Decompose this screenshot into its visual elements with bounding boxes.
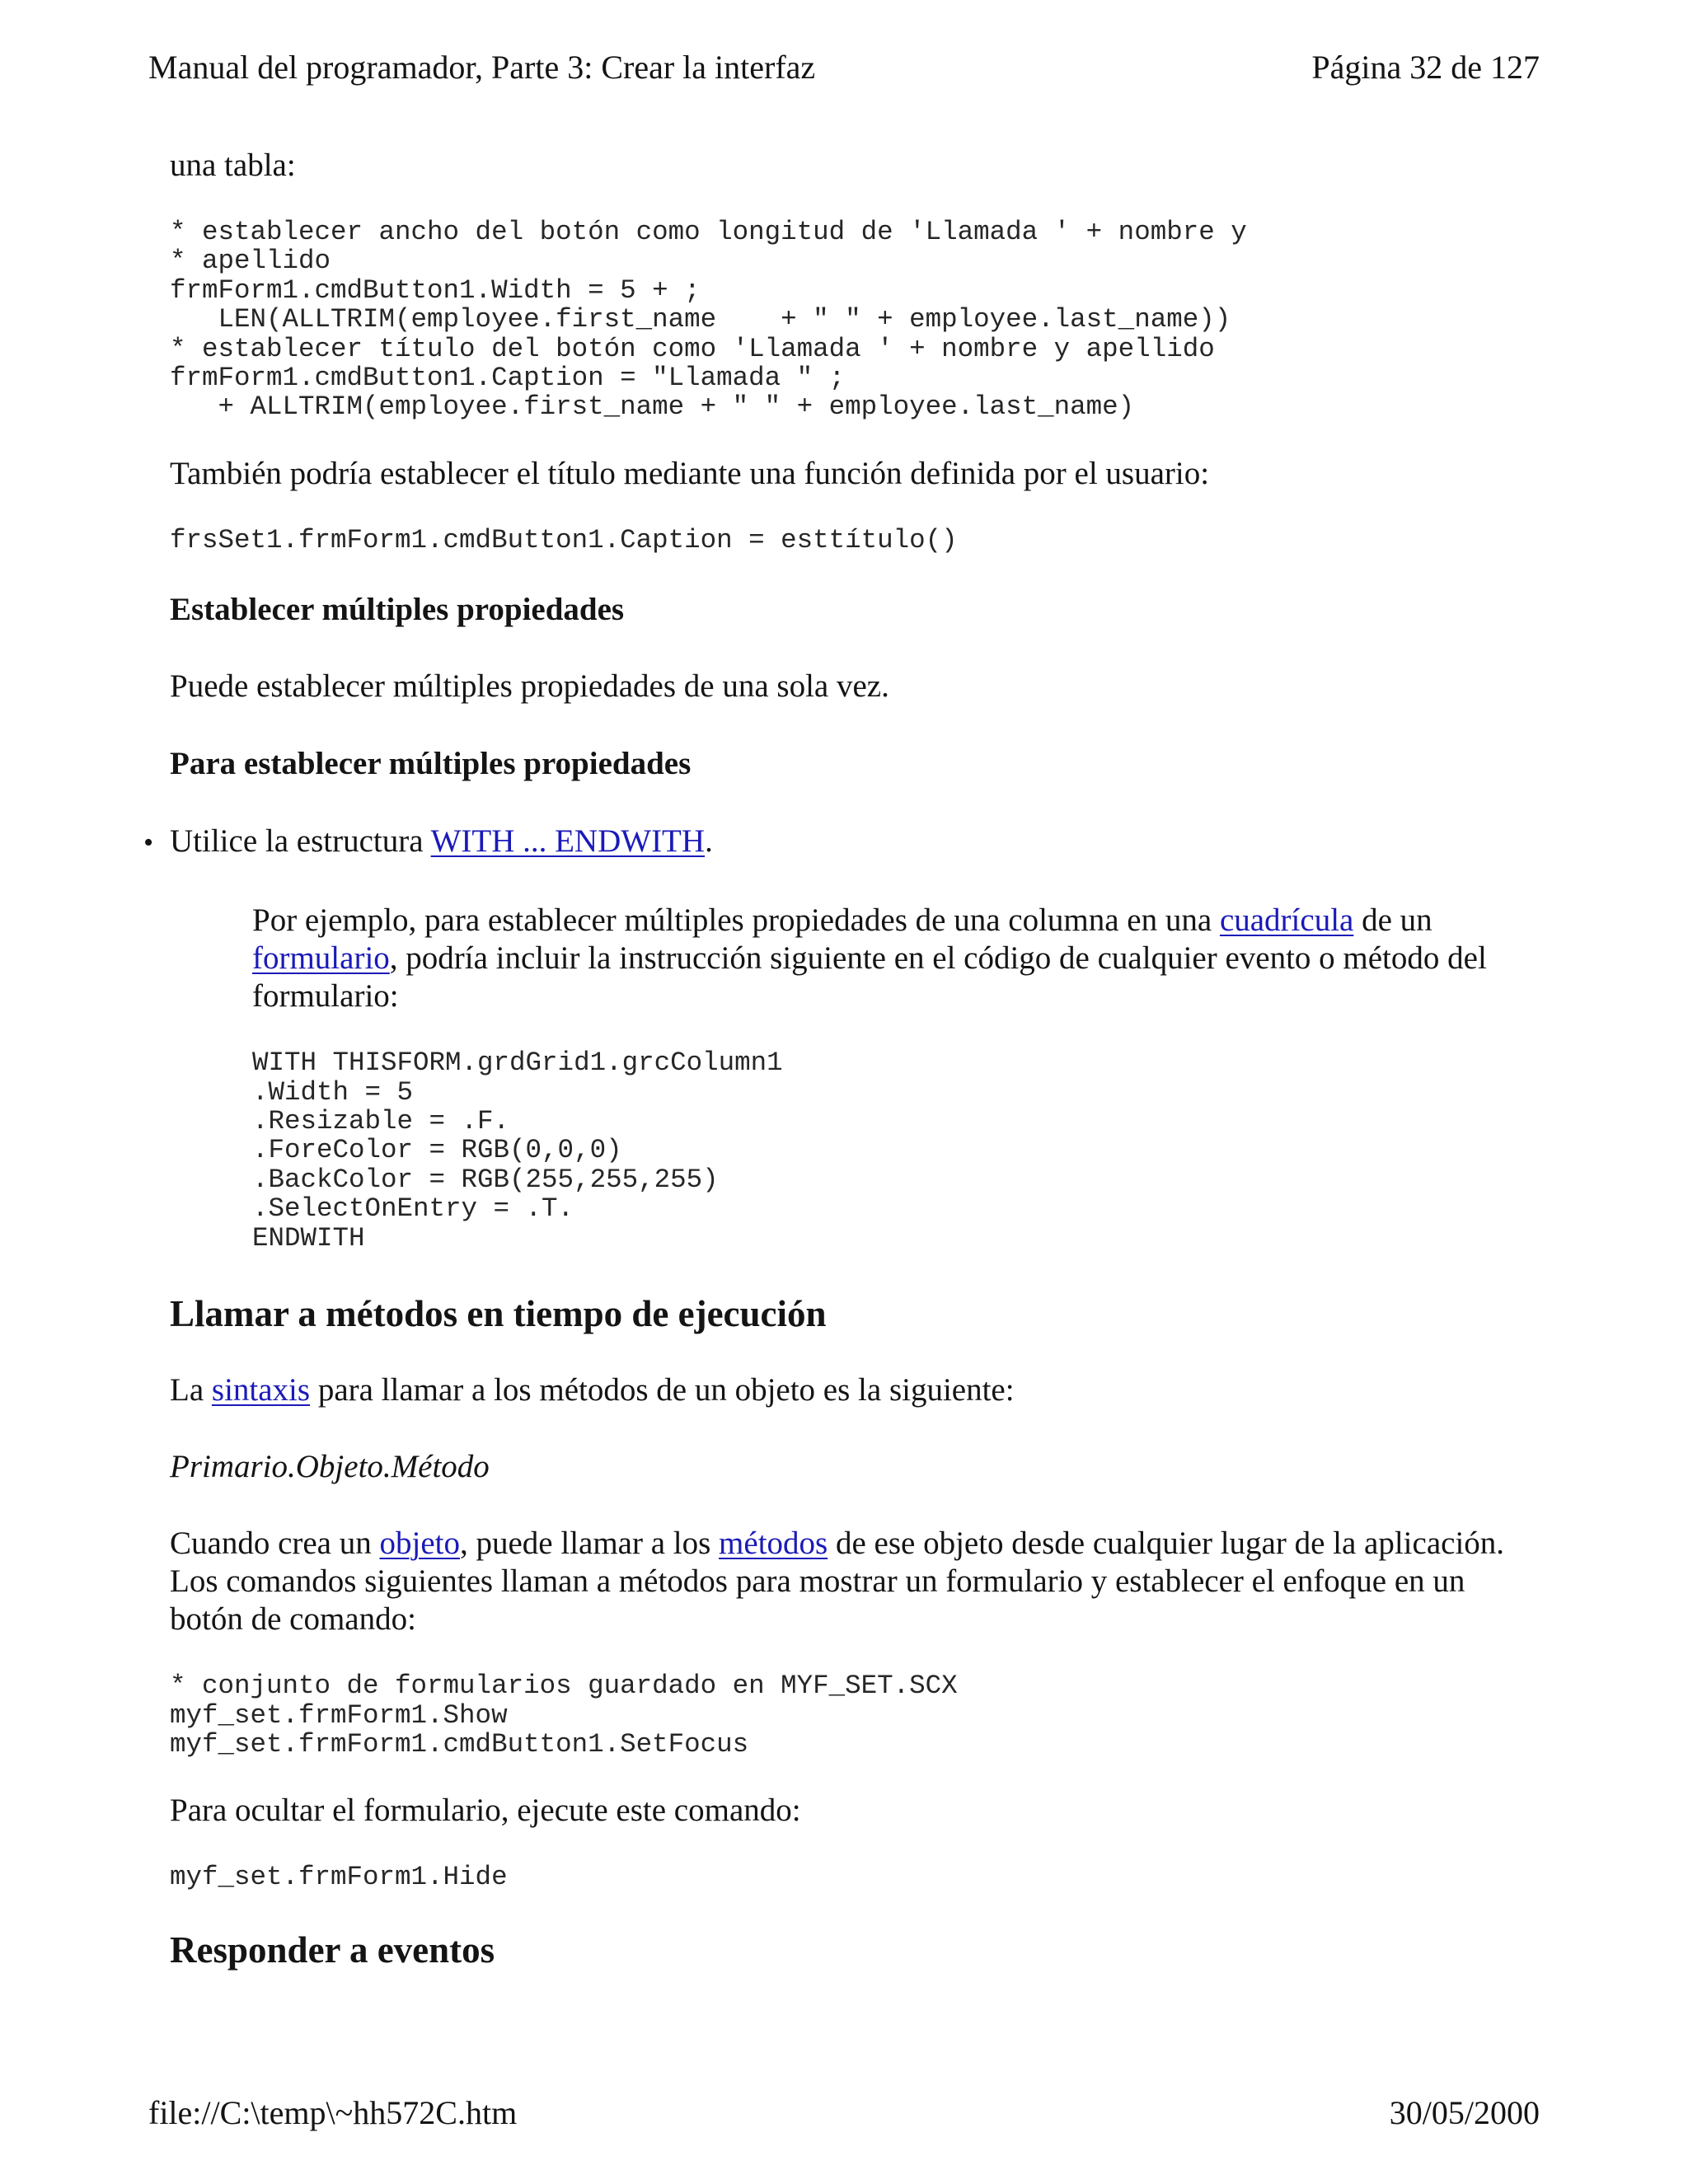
file-path: file://C:\temp\~hh572C.htm (148, 2094, 518, 2131)
link-syntax[interactable]: sintaxis (211, 1372, 311, 1408)
create-text-1: Cuando crea un (170, 1526, 380, 1562)
page-header (148, 48, 1540, 87)
bullet-item (87, 823, 1522, 862)
code-block-hide: myf_set.frmForm1.Hide (170, 1862, 508, 1893)
example-text-1: Por ejemplo, para establecer múltiples propiedades de una columna en una (252, 902, 1220, 939)
bullet-text-after: . (705, 823, 713, 860)
code-block-show-setfocus: * conjunto de formularios guardado en MYF_SET.SCX myf_set.frmForm1.Show myf_set.frmForm1.cmdButton1.SetFocus (170, 1671, 958, 1760)
paragraph-multiple-properties: Puede establecer múltiples propiedades de una sola vez. (170, 668, 889, 705)
print-date: 30/05/2000 (1389, 2094, 1540, 2131)
bullet-text (170, 823, 713, 860)
page-content (143, 147, 1522, 1971)
paragraph-create-object (170, 1525, 1522, 1638)
link-form[interactable]: formulario (252, 940, 390, 977)
paragraph-example (252, 902, 1522, 1015)
syntax-text-2: para llamar a los métodos de un objeto es la siguiente: (310, 1372, 1015, 1408)
example-text-2: de un (1353, 902, 1432, 939)
heading-set-multiple-properties: Establecer múltiples propiedades (170, 592, 625, 628)
section-heading-respond-events: Responder a eventos (170, 1929, 495, 1971)
link-with-endwith[interactable]: WITH ... ENDWITH (430, 823, 706, 860)
link-grid[interactable]: cuadrícula (1219, 902, 1354, 939)
code-block-with-endwith: WITH THISFORM.grdGrid1.grcColumn1 .Width = 5 .Resizable = .F. .ForeColor = RGB(0,0,0) .BackColor = RGB(255,255,255) .SelectOnEntry = .T. ENDWITH (252, 1047, 783, 1254)
paragraph-syntax (170, 1371, 1522, 1409)
code-block-button-width: * establecer ancho del botón como longitud de 'Llamada ' + nombre y * apellido frmForm1.cmdButton1.Width = 5 + ; LEN(ALLTRIM(employee.first_name + " " + employee.last_name)) * establecer título del botón como 'Llamada ' + nombre y apellido frmForm1.cmdButton1.Caption = "Llamada " ; + ALLTRIM(employee.first_name + " " + employee.last_name) (170, 217, 1247, 423)
code-block-caption-function: frsSet1.frmForm1.cmdButton1.Caption = esttítulo() (170, 524, 958, 555)
page-footer (148, 2093, 1540, 2133)
bullet-text-before: Utilice la estructura (170, 823, 431, 860)
link-methods[interactable]: métodos (719, 1526, 828, 1562)
create-text-3: de ese objeto desde cualquier lugar de la aplicación. Los comandos siguientes llaman a métodos para mostrar un formulario y establecer el enfoque en un botón de comando: (170, 1526, 1505, 1638)
document-title: Manual del programador, Parte 3: Crear la interfaz (148, 49, 816, 86)
paragraph-hide-form: Para ocultar el formulario, ejecute este comando: (170, 1793, 801, 1829)
link-object[interactable]: objeto (379, 1526, 460, 1562)
example-text-3: , podría incluir la instrucción siguiente en el código de cualquier evento o método del formulario: (252, 940, 1487, 1015)
bullet-icon: • (143, 827, 153, 859)
paragraph-user-function: También podría establecer el título mediante una función definida por el usuario: (170, 455, 1210, 491)
syntax-text-1: La (170, 1372, 212, 1408)
intro-text: una tabla: (170, 148, 296, 183)
create-text-2: , puede llamar a los (459, 1526, 720, 1562)
page-number: Página 32 de 127 (1311, 49, 1540, 86)
syntax-form: Primario.Objeto.Método (170, 1449, 490, 1485)
heading-procedure: Para establecer múltiples propiedades (170, 746, 692, 782)
section-heading-call-methods: Llamar a métodos en tiempo de ejecución (170, 1293, 827, 1335)
